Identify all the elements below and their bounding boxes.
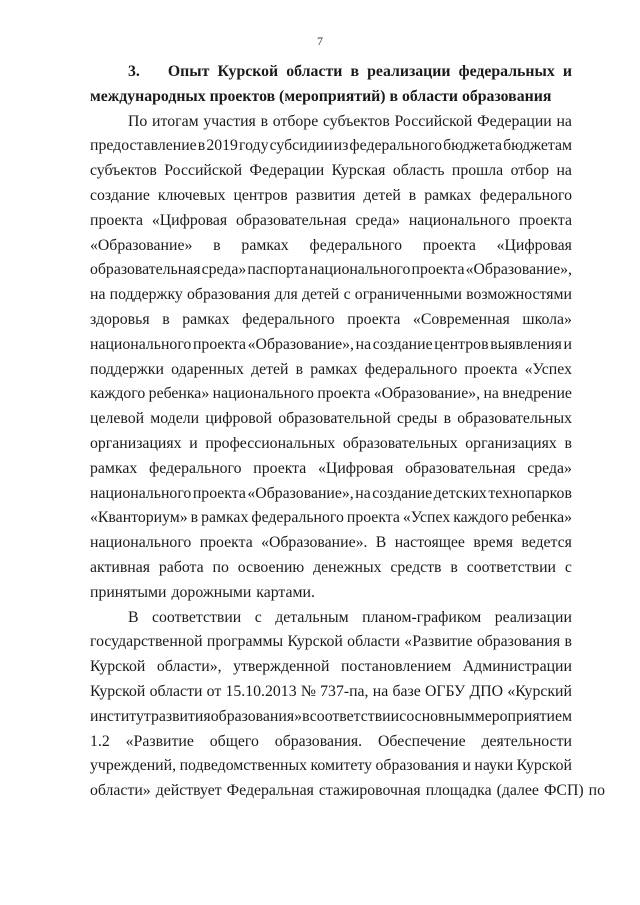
word: по — [212, 558, 229, 576]
word: базе — [392, 682, 421, 700]
word: субъектов — [90, 162, 157, 180]
word: рамках — [241, 236, 289, 254]
word: ребенка» — [148, 385, 210, 403]
word: «Образование». — [261, 534, 368, 552]
word: в — [190, 509, 199, 527]
word: федерального — [251, 509, 344, 527]
paragraph1-line — [90, 159, 572, 184]
word: и — [189, 434, 198, 452]
word: области — [347, 633, 400, 651]
word: национального — [212, 385, 314, 403]
word: развития — [295, 186, 356, 204]
paragraph1-line — [90, 581, 572, 606]
paragraph1-line — [90, 283, 572, 308]
word: федерального — [148, 459, 242, 477]
word: общего — [209, 732, 259, 750]
word: субсидии — [269, 137, 333, 155]
word: образования. — [274, 732, 363, 750]
word: «Цифровая — [151, 211, 228, 229]
page-number: 7 — [317, 34, 323, 48]
section-heading-line-1 — [90, 60, 572, 85]
word: и — [462, 757, 471, 775]
word: в — [408, 186, 417, 204]
paragraph1-line — [90, 134, 572, 159]
word: каждого — [453, 509, 509, 527]
word: «Образование», — [465, 261, 572, 279]
word: реализации — [367, 63, 451, 80]
word: среда» — [201, 261, 247, 279]
paragraph1-line — [90, 407, 572, 432]
word: рамках — [201, 509, 249, 527]
word: «Современная — [412, 310, 510, 328]
word: в — [443, 410, 452, 428]
paragraph1-line — [90, 358, 572, 383]
word: Курской — [516, 757, 572, 775]
paragraph1-line — [90, 184, 572, 209]
word: соответствии — [466, 558, 556, 576]
word: профессиональных — [205, 434, 336, 452]
word: «Образование» — [90, 236, 193, 254]
word: развития — [150, 707, 211, 725]
word: федерального — [242, 310, 335, 328]
word: от — [206, 682, 222, 700]
word: активная — [90, 558, 151, 576]
word: итогам — [152, 112, 199, 130]
word: образовательная — [405, 459, 516, 477]
word: ФСП) — [543, 782, 584, 800]
word: комитету — [310, 757, 372, 775]
word: национального — [90, 484, 192, 502]
word: для — [274, 286, 298, 304]
word: национального — [90, 335, 192, 353]
paragraph1-line — [90, 506, 572, 531]
word: в — [295, 360, 304, 378]
word: работа — [158, 558, 204, 576]
word: рамках — [424, 186, 472, 204]
word: области — [286, 63, 343, 80]
word: «Успех — [402, 509, 451, 527]
word: институт — [90, 707, 151, 725]
paragraph2-line — [90, 754, 572, 779]
paragraph1-line — [90, 531, 572, 556]
word: денежных — [313, 558, 382, 576]
word: с — [343, 286, 351, 304]
word: году — [239, 137, 269, 155]
word: мероприятием — [474, 707, 572, 725]
section-title-line-2: международных проектов (мероприятий) в области образования — [90, 87, 552, 105]
word: на — [90, 286, 106, 304]
word: науки — [474, 757, 514, 775]
paragraph1-line — [90, 556, 572, 581]
word: проекта — [464, 360, 518, 378]
word: возможностями — [466, 286, 572, 304]
word: (далее — [496, 782, 539, 800]
word: «Кванториум» — [90, 509, 188, 527]
word: проекта — [411, 261, 465, 279]
word: целевой — [90, 410, 145, 428]
word: по — [588, 782, 605, 800]
word: федерального — [364, 360, 458, 378]
paragraph1-line — [90, 209, 572, 234]
word: детей — [251, 360, 289, 378]
word: освоению — [237, 558, 305, 576]
word: принятыми — [90, 583, 167, 601]
word: постановлением — [340, 658, 452, 676]
paragraph1-line — [90, 432, 572, 457]
word: национального — [90, 534, 192, 552]
document-body — [90, 60, 605, 804]
word: Опыт — [167, 63, 210, 80]
word: поддержку — [109, 286, 183, 304]
word: создание — [372, 484, 433, 502]
word: отборе — [272, 112, 319, 130]
word: федерального — [349, 137, 442, 155]
word: выявления — [490, 335, 562, 353]
word: В — [375, 534, 387, 552]
word: проекта — [192, 484, 246, 502]
word: каждого — [90, 385, 146, 403]
word: бюджета — [443, 137, 502, 155]
word: области — [149, 682, 203, 700]
word: Администрации — [462, 658, 572, 676]
word: проекта — [518, 211, 572, 229]
word: отбор — [510, 162, 550, 180]
word: среда» — [527, 459, 572, 477]
word: деятельности — [481, 732, 572, 750]
word: Обеспечение — [377, 732, 466, 750]
paragraph2-line — [90, 705, 572, 730]
word: ведется — [521, 534, 572, 552]
word: в — [260, 112, 269, 130]
word: 1.2 — [90, 732, 110, 750]
word: детских — [433, 484, 487, 502]
word: Курской — [287, 633, 343, 651]
word: с — [399, 707, 407, 725]
word: рамках — [182, 310, 230, 328]
word: образования — [187, 286, 271, 304]
word: в — [213, 236, 221, 254]
paragraph2-line — [90, 730, 572, 755]
word: «Образование», — [373, 385, 481, 403]
word: соответствии — [152, 608, 242, 626]
word: «Образование», — [247, 335, 354, 353]
word: цифровой — [205, 410, 272, 428]
word: проекта — [90, 211, 144, 229]
word: центров — [434, 335, 489, 353]
word: среда» — [355, 211, 400, 229]
paragraph1-line — [90, 457, 572, 482]
word: действует — [155, 782, 222, 800]
word: «Образование», — [247, 484, 354, 502]
word: федеральных — [458, 63, 555, 80]
paragraph1-line — [90, 482, 572, 507]
word: на — [355, 484, 371, 502]
word: проекта — [346, 509, 400, 527]
word: утвержденной — [233, 658, 330, 676]
word: и — [562, 63, 572, 80]
paragraph-2 — [90, 606, 605, 804]
paragraph2-line — [90, 655, 572, 680]
word: стажировочная — [318, 782, 421, 800]
paragraph1-line — [90, 333, 572, 358]
word: образования — [476, 633, 561, 651]
word: федерального — [309, 236, 403, 254]
word: рамках — [90, 459, 138, 477]
paragraph2-line — [90, 779, 605, 804]
word: в — [350, 63, 359, 80]
word: проекта — [199, 534, 253, 552]
word: программы — [206, 633, 284, 651]
word: на — [556, 112, 572, 130]
word: в — [302, 707, 310, 725]
word: подведомственных — [179, 757, 308, 775]
word: в — [564, 633, 572, 651]
word: внедрение — [502, 385, 572, 403]
word: «Курский — [507, 682, 572, 700]
word: Федерации — [249, 162, 325, 180]
word: Федеральная — [226, 782, 314, 800]
word: национального — [309, 261, 411, 279]
word: образовательная — [90, 261, 201, 279]
word: одаренных — [171, 360, 244, 378]
word: № — [300, 682, 316, 700]
word: 2019 — [206, 137, 238, 155]
word: проекта — [317, 385, 371, 403]
word: школа» — [522, 310, 572, 328]
word: Курской — [90, 658, 146, 676]
word: детей — [363, 186, 401, 204]
word: образовательных — [457, 410, 572, 428]
word: области», — [156, 658, 222, 676]
word: ДПО — [469, 682, 504, 700]
section-number: 3. — [128, 63, 140, 80]
word: рамках — [310, 360, 358, 378]
word: планом-графиком — [362, 608, 482, 626]
word: образовательная — [236, 211, 347, 229]
word: прошла — [451, 162, 504, 180]
word: предоставление — [90, 137, 197, 155]
word: участия — [203, 112, 256, 130]
word: образования — [375, 757, 459, 775]
word: ОГБУ — [425, 682, 466, 700]
word: картами. — [256, 583, 315, 601]
word: 737-па, — [320, 682, 369, 700]
paragraph2-line — [90, 606, 572, 631]
word: образования» — [210, 707, 303, 725]
word: проекта — [192, 335, 246, 353]
word: Курской — [90, 682, 146, 700]
word: с — [254, 608, 262, 626]
word: государственной — [90, 633, 203, 651]
word: с — [564, 558, 572, 576]
word: в — [564, 434, 572, 452]
word: 15.10.2013 — [225, 682, 297, 700]
word: образовательной — [278, 410, 391, 428]
word: детей — [301, 286, 340, 304]
word: Российской — [394, 112, 473, 130]
word: «Развитие — [125, 732, 194, 750]
word: время — [473, 534, 513, 552]
word: ограниченными — [354, 286, 462, 304]
word: центров — [233, 186, 288, 204]
word: и — [563, 335, 572, 353]
word: бюджетам — [503, 137, 572, 155]
word: область — [392, 162, 445, 180]
paragraph1-line — [90, 308, 572, 333]
word: В — [128, 608, 139, 626]
word: области» — [90, 782, 151, 800]
word: проекта — [422, 236, 476, 254]
paragraph1-line — [90, 110, 572, 135]
word: Федерации — [477, 112, 552, 130]
word: ключевых — [157, 186, 226, 204]
word: «Цифровая — [496, 236, 572, 254]
word: создание — [372, 335, 433, 353]
word: основным — [406, 707, 475, 725]
paragraph1-line — [90, 382, 572, 407]
word: на — [483, 385, 499, 403]
word: в — [162, 310, 170, 328]
word: настоящее — [394, 534, 465, 552]
word: ребенка» — [511, 509, 572, 527]
word: национального — [408, 211, 511, 229]
paragraph1-line — [90, 234, 572, 259]
word: проекта — [347, 310, 401, 328]
word: реализации — [494, 608, 572, 626]
word: дорожными — [171, 583, 252, 601]
paragraph1-line — [90, 258, 572, 283]
word: среды — [397, 410, 438, 428]
word: По — [128, 112, 148, 130]
word: паспорта — [247, 261, 308, 279]
section-heading-line-2 — [90, 85, 572, 110]
word: создание — [90, 186, 150, 204]
word: соответствии — [309, 707, 400, 725]
word: Курской — [217, 63, 279, 80]
word: площадка — [425, 782, 492, 800]
word: «Цифровая — [318, 459, 394, 477]
word: поддержки — [90, 360, 164, 378]
word: средств — [390, 558, 442, 576]
word: Курская — [331, 162, 386, 180]
word: на — [372, 682, 389, 700]
word: организациях — [90, 434, 182, 452]
word: проекта — [253, 459, 307, 477]
word: на — [556, 162, 572, 180]
word: из — [333, 137, 349, 155]
word: Российской — [164, 162, 243, 180]
word: организациях — [465, 434, 557, 452]
word: «Успех — [524, 360, 572, 378]
paragraph2-line — [90, 680, 572, 705]
word: здоровья — [90, 310, 150, 328]
word: в — [197, 137, 206, 155]
word: учреждений, — [90, 757, 177, 775]
word: детальным — [275, 608, 349, 626]
word: модели — [150, 410, 200, 428]
word: федерального — [479, 186, 572, 204]
word: субъектов — [322, 112, 390, 130]
paragraph-1 — [90, 110, 572, 606]
word: на — [355, 335, 372, 353]
section-title-line-1 — [140, 60, 572, 85]
word: «Развитие — [404, 633, 473, 651]
word: в — [450, 558, 458, 576]
word: образовательных — [342, 434, 458, 452]
paragraph2-line — [90, 630, 572, 655]
word: технопарков — [488, 484, 572, 502]
